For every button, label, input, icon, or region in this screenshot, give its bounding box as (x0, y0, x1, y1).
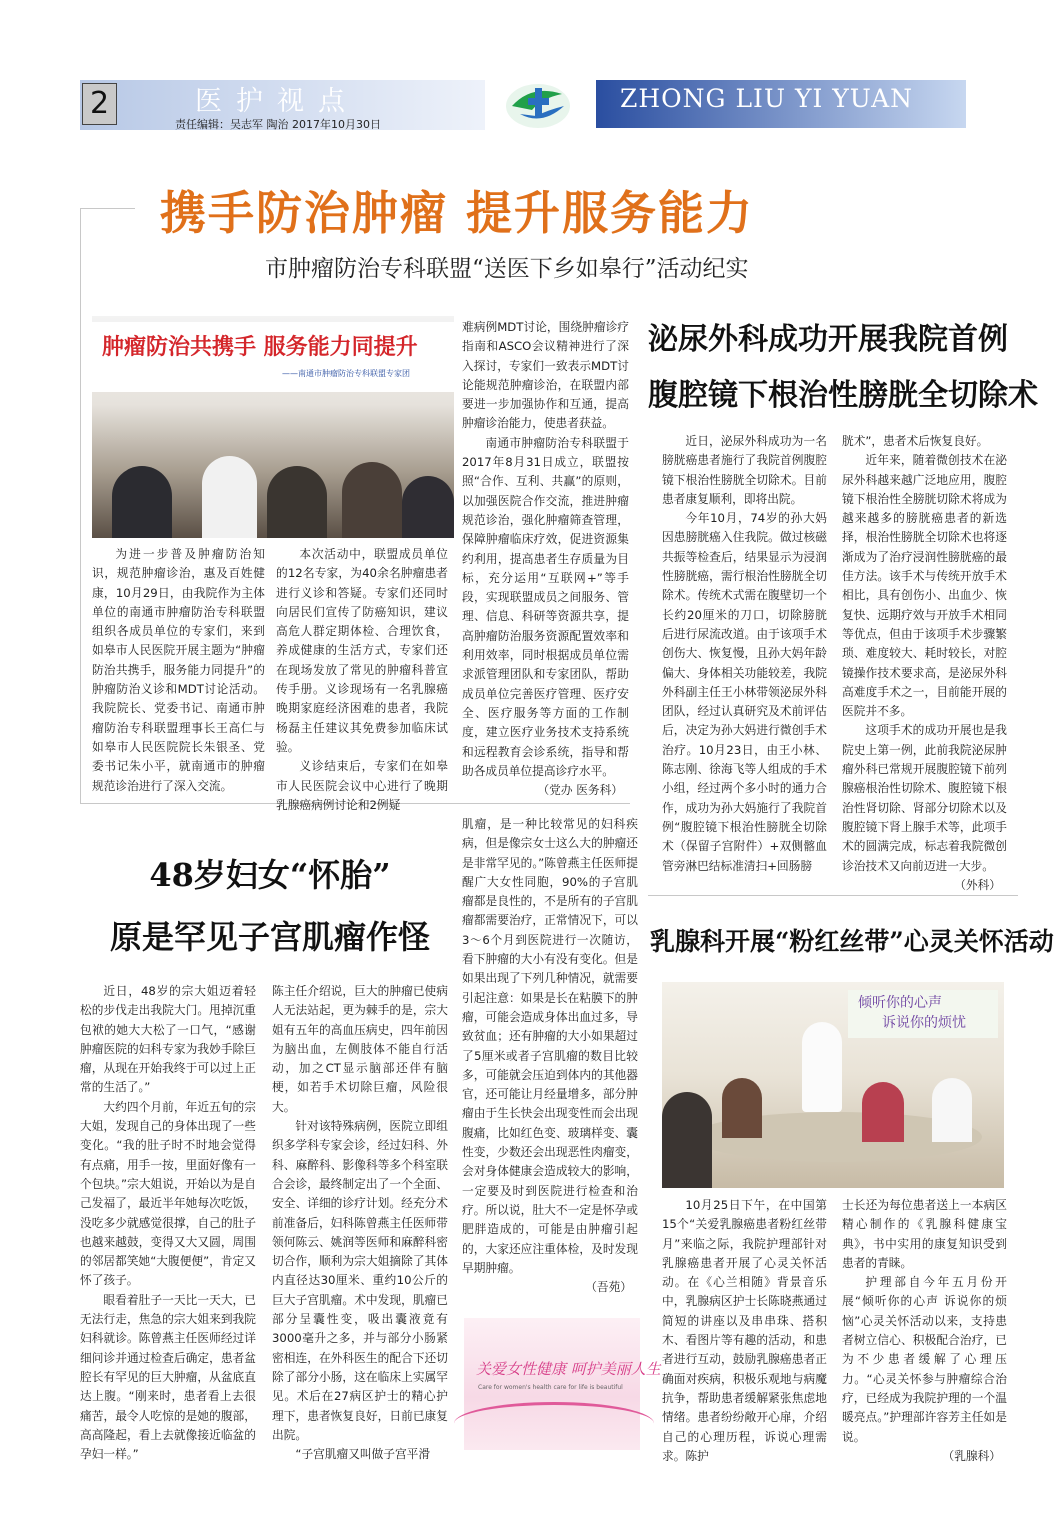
banner-text: 肿瘤防治共携手 服务能力同提升 (102, 335, 418, 360)
paragraph: “子宫肌瘤又叫做子宫平滑 (295, 1447, 431, 1462)
breast-signature: （乳腺科） (942, 1448, 1001, 1463)
paragraph: 眼看着肚子一天比一天大，已无法行走，焦急的宗大姐来到我院妇科就诊。陈曾燕主任医师经过详细问诊并通过检查后确定，患者盆腔长有罕见的巨大肿瘤，从盆底直达上腹。“刚来时，患者看上去很痛苦，最令人吃惊的是她的腹部，高高隆起，看上去就像接近临盆的孕妇一样。” (80, 1292, 256, 1462)
paragraph: 士长还为每位患者送上一本病区精心制作的《乳腺科健康宝典》，书中实用的康复知识受到患者的青睐。 (842, 1198, 1007, 1270)
main-article-signature: （党办 医务科） (537, 783, 623, 798)
person-silhouette (402, 476, 454, 538)
clinic-event-photo (92, 316, 454, 538)
paragraph: 为进一步普及肿瘤防治知识，规范肿瘤诊治，惠及百姓健康，10月29日，由我院作为主体单位的南通市肿瘤防治专科联盟组织各成员单位的专家们，来到如皋市人民医院开展主题为“肿瘤防治共携手，服务能力同提升”的肿瘤防治义诊和MDT讨论活动。我院院长、党委书记、南通市肿瘤防治专科联盟理事长王高仁与如皋市人民医院院长朱银圣、党委书记朱小平，就南通市的肿瘤规范诊治进行了深入交流。 (92, 547, 265, 793)
paragraph: 针对该特殊病例，医院立即组织多学科专家会诊，经过妇科、外科、麻醉科、影像科等多个科室联合会诊，最终制定出了一个全面、安全、详细的诊疗计划。经充分术前准备后，妇科陈曾燕主任医师带领何陈云、姚润等医师和麻醉科密切合作，顺利为宗大姐摘除了其体内直径达30厘米、重约10公斤的巨大子宫肌瘤。术中发现，肌瘤已部分呈囊性变，吸出囊液竟有3000毫升之多，并与部分小肠紧密相连，在外科医生的配合下还切除了部分小肠，这在临床上实属罕见。术后在27病区护士的精心护理下，患者恢复良好，日前已康复出院。 (272, 1119, 448, 1442)
urology-bottom-rule (648, 895, 1018, 896)
urology-signature: （外科） (954, 877, 1001, 892)
section-title: 医护视点 (195, 86, 359, 117)
paragraph: 南通市肿瘤防治专科联盟于2017年8月31日成立，联盟按照“合作、互利、共赢”的原则，以加强医院合作交流，推进肿瘤规范诊治，强化肿瘤筛查管理，保障肿瘤临床疗效，促进资源集约利用，提高患者生存质量为目标，充分运用“互联网+”等手段，实现联盟成员之间服务、管理、信息、科研等资源共享，提高肿瘤防治服务资源配置效率和利用效率，同时根据成员单位需求派管理团队和专家团队，帮助成员单位完善医疗管理、医疗安全、医疗服务等方面的工作制度，建立医疗业务技术支持系统和远程教育会诊系统，指导和帮助各成员单位提高诊疗水平。 (462, 435, 629, 778)
doctor-silhouette (202, 456, 257, 538)
person-silhouette (862, 1082, 904, 1142)
breast-col-2 (842, 1196, 1007, 1466)
paragraph: 这项手术的成功开展也是我院史上第一例，此前我院泌尿肿瘤外科已常规开展腹腔镜下前列腺癌根治性切除术、腹腔镜下根治性肾切除、肾部分切除术以及腹腔镜下肾上腺手术等，此项手术的圆满完成，标志着我院微创诊治技术又向前迈进一大步。 (842, 723, 1007, 873)
person-silhouette (112, 466, 172, 538)
page-number: 2 (82, 83, 117, 125)
urology-col-2 (842, 432, 1007, 892)
fibroid-col-2 (272, 982, 448, 1462)
paragraph: 陈主任介绍说，巨大的肿瘤已使病人无法站起，更为棘手的是，宗大姐有五年的高血压病史，四年前因为脑出血，左侧肢体不能自行活动，加之CT显示脑部还伴有脑梗，如若手术切除巨瘤，风险很大。 (272, 984, 448, 1114)
paragraph: 10月25日下午，在中国第15个“关爱乳腺癌患者粉红丝带月”来临之际，我院护理部针对乳腺癌患者开展了心灵关怀活动。在《心兰相随》背景音乐中，乳腺病区护士长陈晓燕通过简短的讲座以及串串珠、搭积木、看图片等有趣的活动，和患者进行互动，鼓励乳腺癌患者正确面对疾病，积极乐观地与病魔抗争，帮助患者缓解紧张焦虑地情绪。患者纷纷敞开心扉，介绍自己的心理历程，诉说心理需求。陈护 (662, 1198, 827, 1463)
fibroid-signature: （吾苑） (585, 1280, 632, 1295)
paragraph: 难病例MDT讨论，围绕肿瘤诊疗指南和ASCO会议精神进行了深入探讨，专家们一致表示MDT讨论能规范肿瘤诊治，在联盟内部要进一步加强协作和互通，提高肿瘤诊治能力，使患者获益。 (462, 320, 629, 431)
women-health-ad (464, 1318, 661, 1450)
person-silhouette (342, 462, 402, 538)
paragraph: 护理部自今年五月份开展“倾听你的心声 诉说你的烦恼”心灵关怀活动以来，支持患者树立信心、积极配合治疗，已为不少患者缓解了心理压力。“心灵关怀参与肿瘤综合治疗，已经成为我院护理的一个温暖亮点。”护理部许容芳主任如是说。 (842, 1275, 1007, 1444)
ribbon-swoosh (454, 1402, 654, 1445)
banner-subtext: ——南通市肿瘤防治专科联盟专家团 (282, 369, 410, 378)
paragraph: 近年来，随着微创技术在泌尿外科越来越广泛地应用，腹腔镜下根治性全膀胱切除术将成为越来越多的膀胱癌患者的新选择，根治性膀胱全切除术也将逐渐成为了治疗浸润性膀胱癌的最佳方法。该手术与传统开放手术相比，具有创伤小、出血少、恢复快、远期疗效与开放手术相同等优点，但由于该项手术步骤繁琐、难度较大、耗时较长，对腔镜操作技术要求高，是泌尿外科高难度手术之一，目前能开展的医院并不多。 (842, 453, 1007, 719)
poster-text-2: 诉说你的烦忧 (882, 1015, 966, 1031)
paragraph: 大约四个月前，年近五旬的宗大姐，发现自己的身体出现了一些变化。“我的肚子时不时地会觉得有点痛，用手一按，里面好像有一个包块。”宗大姐说，开始以为是自己发福了，最近半年她每次吃饭，没吃多少就感觉很撑，自己的肚子也越来越鼓，变得又大又圆，周围的邻居都笑她“大腹便便”，肯定又怀了孩子。 (80, 1099, 256, 1288)
ad-english-slogan: Care for women's health care for life is beautiful (478, 1384, 623, 1391)
urology-headline-1: 泌尿外科成功开展我院首例 (648, 322, 1008, 357)
main-article-col-3 (462, 318, 629, 796)
english-masthead: ZHONG LIU YI YUAN (620, 84, 914, 113)
paragraph: 胱术”，患者术后恢复良好。 (842, 434, 989, 448)
paragraph: 今年10月，74岁的孙大妈因患膀胱癌入住我院。做过核磁共振等检查后，结果显示为浸润性膀胱癌，需行根治性膀胱全切除术。传统术式需在腹壁切一个长约20厘米的刀口，切除膀胱后进行尿流改道。由于该项手术创伤大、恢复慢，且孙大妈年龄偏大、身体相关功能较差，我院外科副主任王小林带领泌尿外科团队，经过认真研究及术前评估后，决定为孙大妈进行微创手术治疗。10月23日，由王小林、陈志刚、徐海飞等人组成的手术小组，经过两个多小时的通力合作，成功为孙大妈施行了我院首例“腹腔镜下根治性膀胱全切除术（保留子宫附件）+双侧髂血管旁淋巴结标准清扫+回肠膀 (662, 511, 827, 873)
paragraph: 近日，泌尿外科成功为一名膀胱癌患者施行了我院首例腹腔镜下根治性膀胱全切除术。目前患者康复顺利，即将出院。 (662, 434, 827, 506)
ad-slogan: 关爱女性健康 呵护美丽人生 (476, 1360, 661, 1378)
fibroid-headline-2: 原是罕见子宫肌瘤作怪 (109, 918, 430, 956)
main-article-col-2 (276, 545, 448, 812)
paragraph: 义诊结束后，专家们在如皋市人民医院会议中心进行了晚期乳腺癌病例讨论和2例疑 (276, 759, 448, 812)
breast-headline: 乳腺科开展“粉红丝带”心灵关怀活动 (650, 927, 1054, 956)
person-silhouette (722, 1078, 762, 1138)
fibroid-col-3 (462, 815, 638, 1305)
main-article-col-1 (92, 545, 265, 797)
urology-headline-2: 腹腔镜下根治性膀胱全切除术 (648, 378, 1038, 413)
main-headline: 携手防治肿瘤 提升服务能力 (160, 186, 755, 240)
person-silhouette (267, 466, 327, 538)
fibroid-col-1 (80, 982, 256, 1462)
person-silhouette (662, 1092, 712, 1188)
breast-activity-photo (662, 982, 1004, 1188)
fibroid-headline-1: 48岁妇女“怀胎” (149, 856, 391, 894)
paragraph: 本次活动中，联盟成员单位的12名专家，为40余名肿瘤患者进行义诊和答疑。专家们还同时向居民们宣传了防癌知识，建议高危人群定期体检、合理饮食，养成健康的生活方式，专家们还在现场发放了常见的肿瘤科普宣传手册。义诊现场有一名乳腺癌晚期家庭经济困难的患者，我院杨磊主任建议其免费参加临床试验。 (276, 547, 448, 754)
nurse-silhouette (932, 1078, 972, 1142)
nurse-silhouette (802, 1022, 842, 1112)
main-subheadline: 市肿瘤防治专科联盟“送医下乡如皋行”活动纪实 (265, 256, 749, 282)
poster-text-1: 倾听你的心声 (858, 995, 942, 1011)
hospital-logo-icon (502, 76, 574, 131)
paragraph: 肌瘤，是一种比较常见的妇科疾病，但是像宗女士这么大的肿瘤还是非常罕见的。”陈曾燕主任医师提醒广大女性同胞，90%的子宫肌瘤都是良性的，不是所有的子宫肌瘤都需要治疗，正常情况下，可以3～6个月到医院进行一次随访，看下肿瘤的大小有没有变化。但是如果出现了下列几种情况，就需要引起注意：如果是长在粘膜下的肿瘤，可能会造成身体出血过多，导致贫血；还有肿瘤的大小如果超过了5厘米或者子宫肌瘤的数目比较多，可能就会压迫到体内的其他器官，还可能让月经量增多，部分肿瘤由于生长快会出现变性而会出现腹痛，比如红色变、玻璃样变、囊性变，少数还会出现恶性肉瘤变，会对身体健康会造成较大的影响，一定要及时到医院进行检查和治疗。所以说，肚大不一定是怀孕或肥胖造成的，可能是由肿瘤引起的，大家还应注重体检，及时发现早期肿瘤。 (462, 817, 638, 1275)
urology-col-1 (662, 432, 827, 884)
paragraph: 近日，48岁的宗大姐迈着轻松的步伐走出我院大门。甩掉沉重包袱的她大大松了一口气，“感谢肿瘤医院的妇科专家为我妙手除巨瘤，从现在开始我终于可以过上正常的生活了。” (80, 984, 256, 1095)
main-article-top-rule (80, 208, 135, 209)
main-article-left-rule (80, 208, 81, 803)
editors-line: 责任编辑：吴志军 陶治 2017年10月30日 (175, 118, 381, 131)
breast-col-1 (662, 1196, 827, 1466)
